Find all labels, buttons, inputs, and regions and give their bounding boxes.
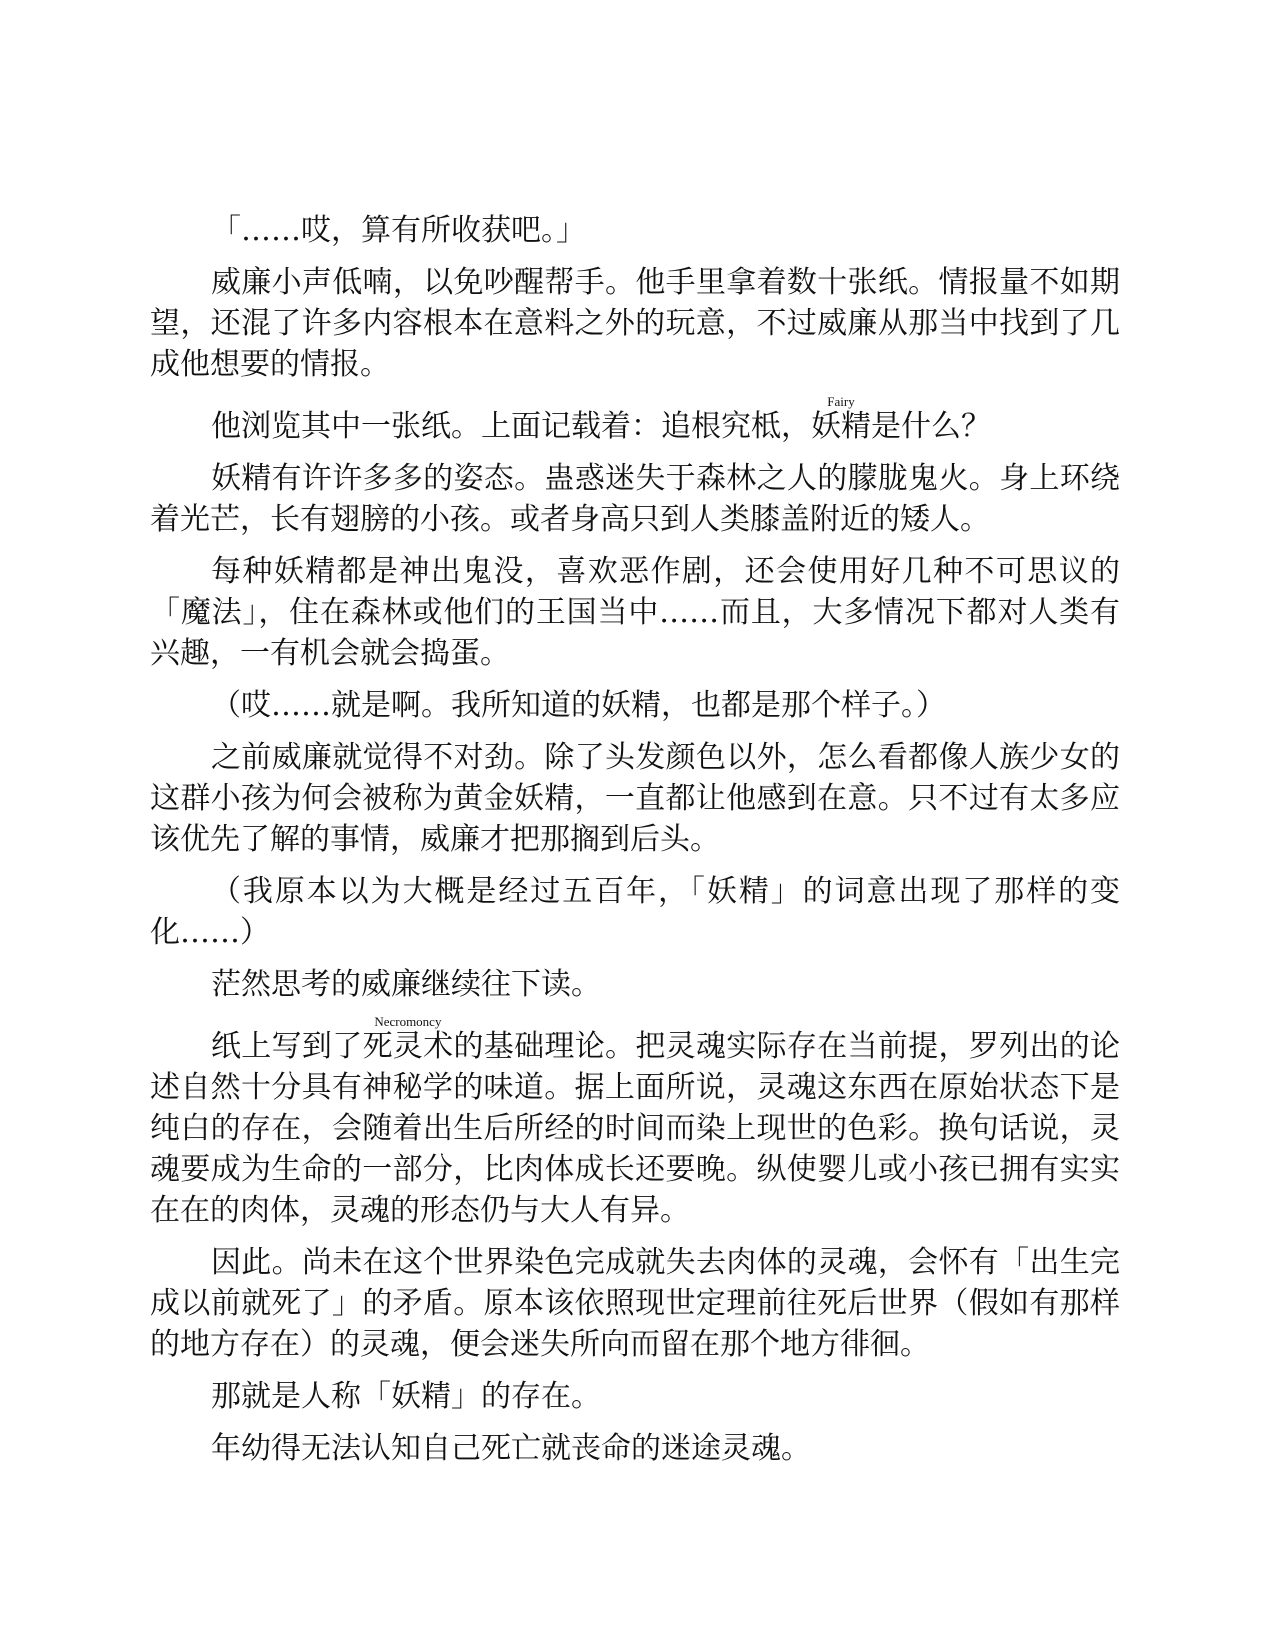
paragraph-10-after: 的基础理论。把灵魂实际存在当前提，罗列出的论述自然十分具有神秘学的味道。据上面所说，灵魂这东西在原始状态下是纯白的存在，会随着出生后所经的时间而染上现世的色彩。换句话说，灵魂要成为生命的一部分，比肉体成长还要晚。纵使婴儿或小孩已拥有实实在在的肉体，灵魂的形态仍与大人有异。 bbox=[150, 1029, 1121, 1228]
paragraph-8: （我原本以为大概是经过五百年，「妖精」的词意出现了那样的变化……） bbox=[150, 874, 1120, 950]
paragraph-6: （哎……就是啊。我所知道的妖精，也都是那个样子。） bbox=[211, 688, 946, 723]
paragraph-3 bbox=[150, 396, 1120, 447]
paragraph-10 bbox=[150, 1016, 1120, 1231]
ruby-fairy bbox=[811, 394, 871, 444]
paragraph-3-before: 他浏览其中一张纸。上面记载着：追根究柢， bbox=[211, 409, 811, 444]
paragraph-11: 因此。尚未在这个世界染色完成就失去肉体的灵魂，会怀有「出生完成以前就死了」的矛盾。原本该依照现世定理前往死后世界（假如有那样的地方存在）的灵魂，便会迷失所向而留在那个地方徘徊。 bbox=[150, 1245, 1120, 1362]
paragraph-9: 茫然思考的威廉继续往下读。 bbox=[211, 967, 601, 1002]
ruby-base-fairy: 妖精 bbox=[811, 409, 871, 444]
paragraph-10-before: 纸上写到了 bbox=[211, 1029, 363, 1064]
ruby-necromancy bbox=[362, 1014, 454, 1064]
paragraph-4: 妖精有许许多多的姿态。蛊惑迷失于森林之人的朦胧鬼火。身上环绕着光芒，长有翅膀的小孩。或者身高只到人类膝盖附近的矮人。 bbox=[150, 461, 1120, 537]
ruby-annotation-fairy: Fairy bbox=[811, 394, 871, 409]
paragraph-5: 每种妖精都是神出鬼没，喜欢恶作剧，还会使用好几种不可思议的「魔法」，住在森林或他们的王国当中……而且，大多情况下都对人类有兴趣，一有机会就会捣蛋。 bbox=[150, 554, 1120, 671]
paragraph-12: 那就是人称「妖精」的存在。 bbox=[211, 1379, 601, 1414]
ruby-base-necromancy: 死灵术 bbox=[362, 1029, 454, 1064]
ruby-annotation-necromancy: Necromoncy bbox=[362, 1014, 454, 1029]
paragraph-2: 威廉小声低喃，以免吵醒帮手。他手里拿着数十张纸。情报量不如期望，还混了许多内容根本在意料之外的玩意，不过威廉从那当中找到了几成他想要的情报。 bbox=[150, 265, 1120, 382]
paragraph-7: 之前威廉就觉得不对劲。除了头发颜色以外，怎么看都像人族少女的这群小孩为何会被称为黄金妖精，一直都让他感到在意。只不过有太多应该优先了解的事情，威廉才把那搁到后头。 bbox=[150, 740, 1120, 857]
paragraph-13: 年幼得无法认知自己死亡就丧命的迷途灵魂。 bbox=[211, 1431, 811, 1466]
paragraph-1: 「……哎，算有所收获吧。」 bbox=[211, 213, 586, 248]
document-page bbox=[150, 210, 1120, 1480]
paragraph-3-after: 是什么？ bbox=[871, 409, 991, 444]
